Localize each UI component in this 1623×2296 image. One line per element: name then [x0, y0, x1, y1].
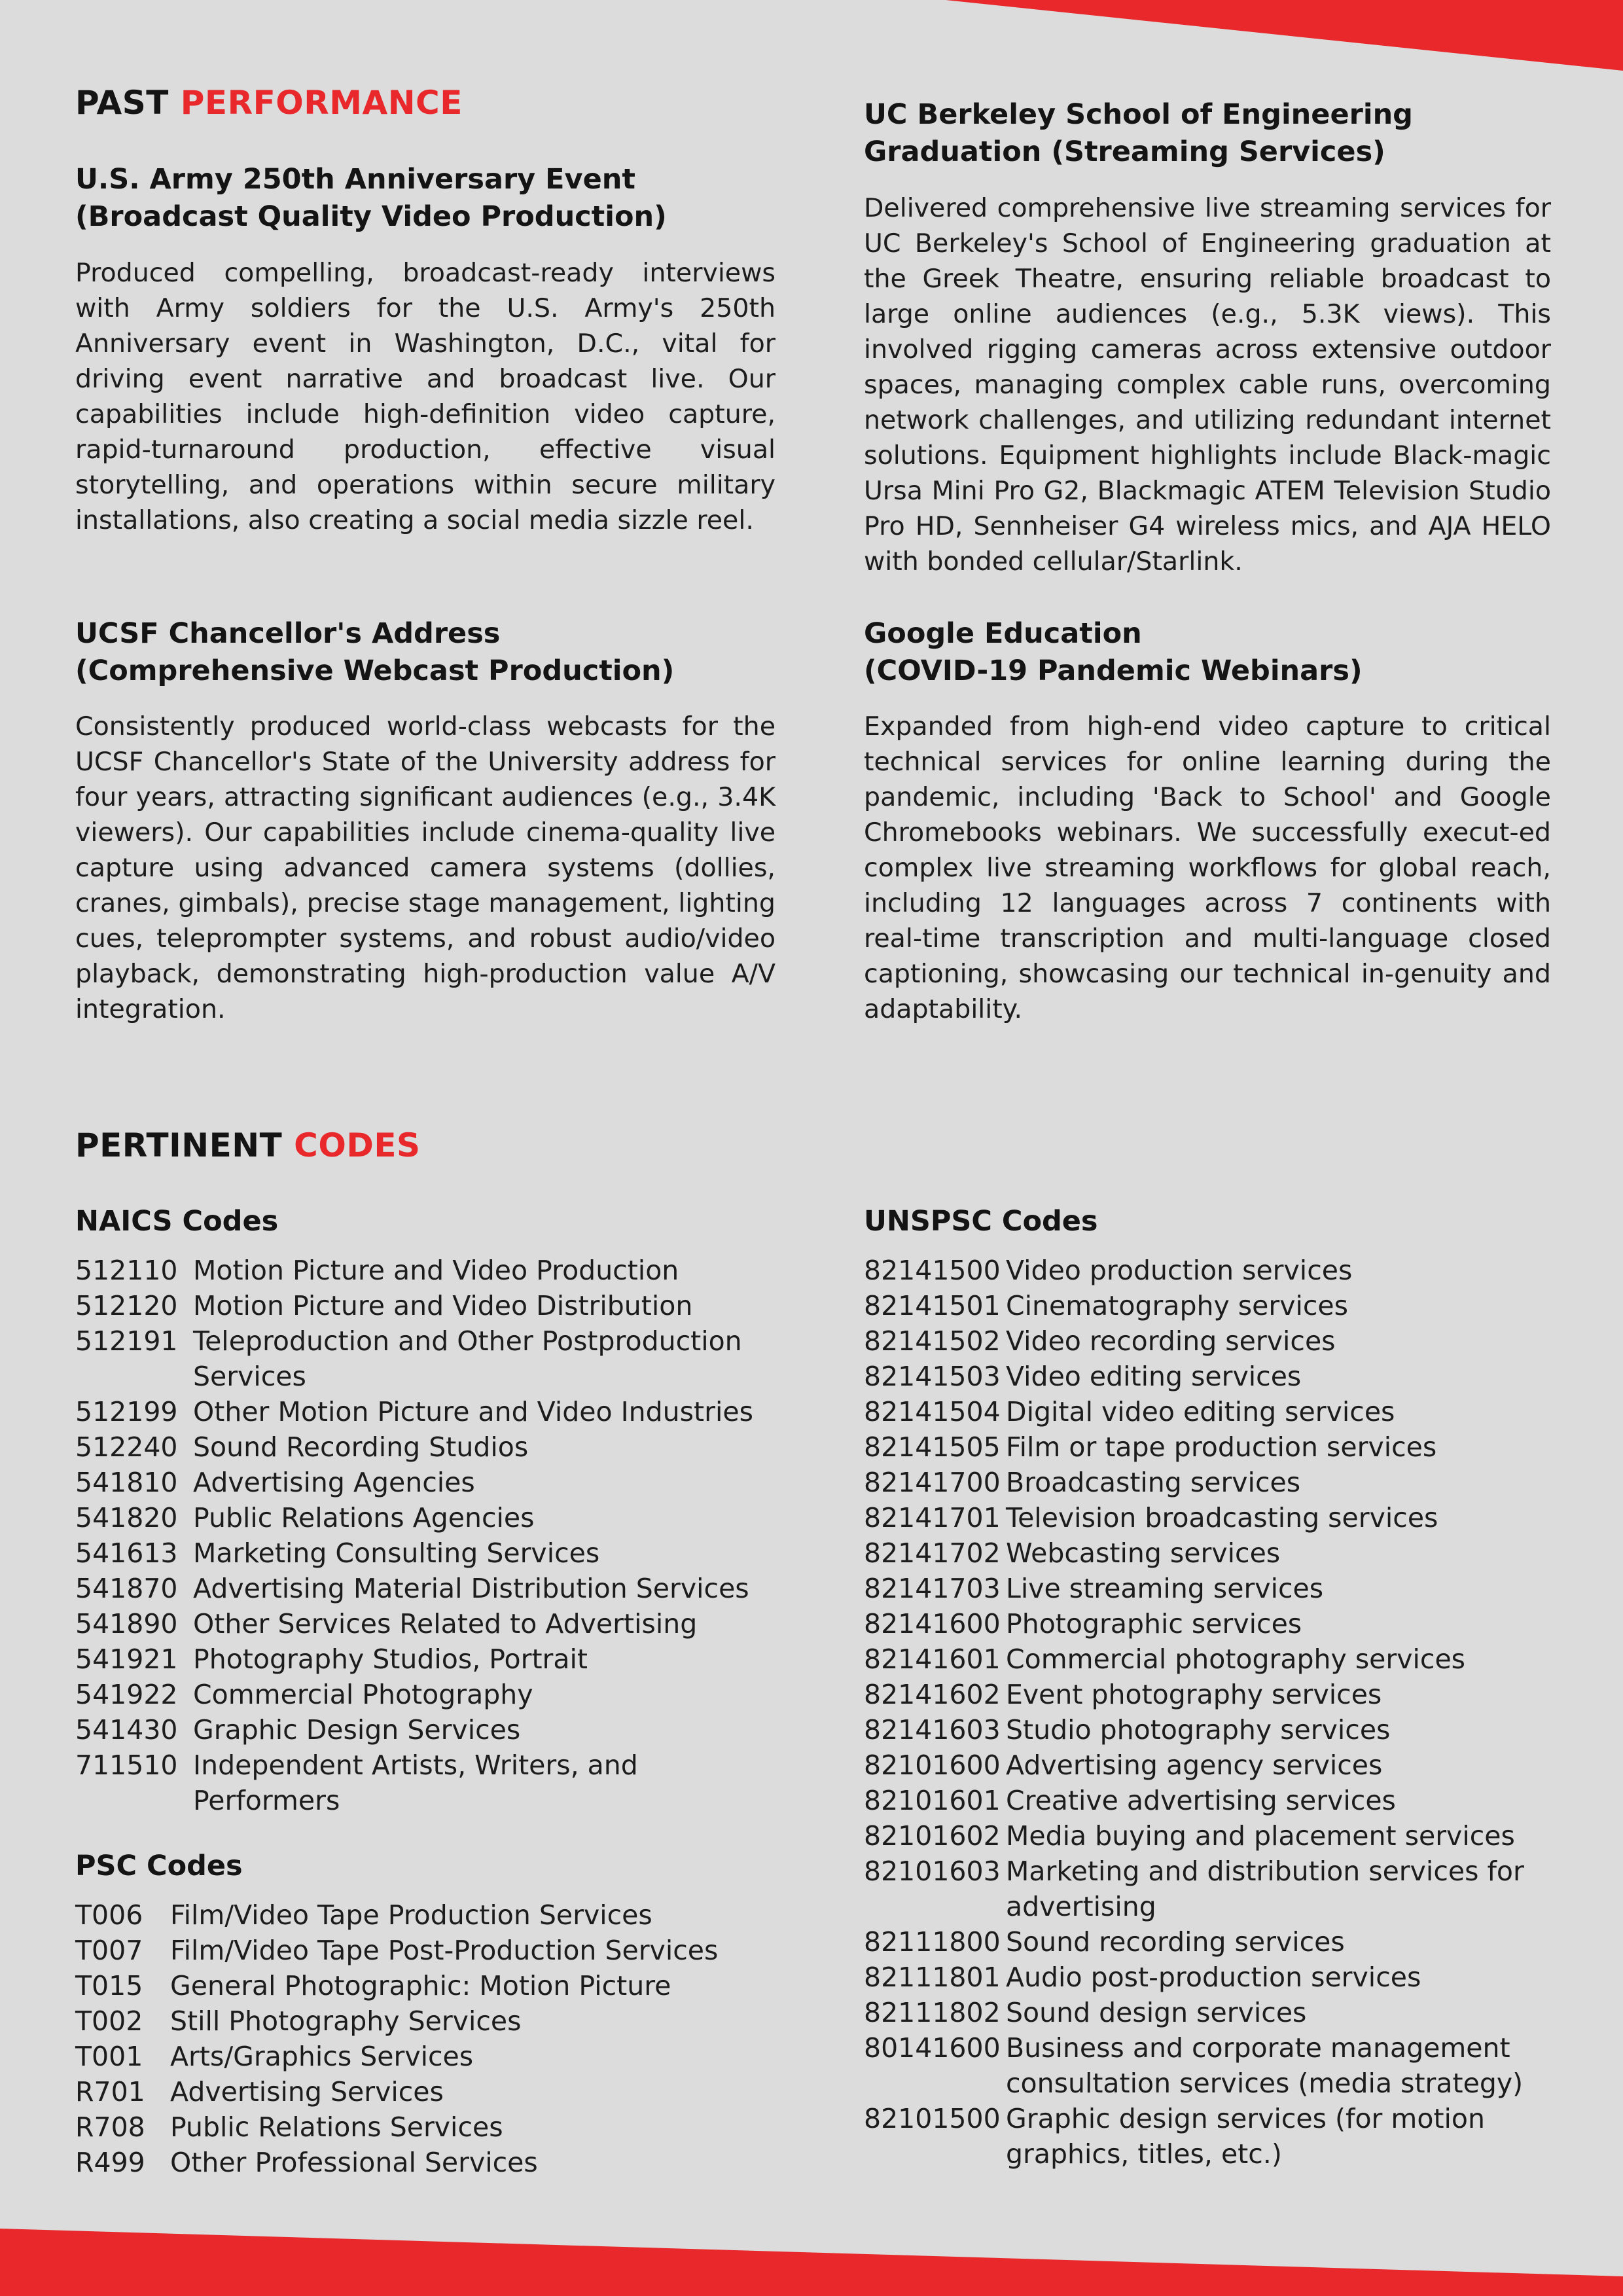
naics-code-item [75, 1465, 776, 1500]
google-education-heading [864, 615, 1551, 690]
top-red-stripe [946, 0, 1623, 71]
naics-code-item [75, 1394, 776, 1429]
unspsc-desc: Audio post-production services [1006, 1962, 1421, 1993]
berkeley-graduation-description: Delivered comprehensive live streaming services for UC Berkeley's School of Engineering graduation at the Greek Theatre, ensuring reliable broadcast to large online audiences (e.g., 5.3K views). This involved rigging cameras across extensive outdoor spaces, managing complex cable runs, overcoming network challenges, and utilizing redundant internet solutions. Equipment highlights include Black-magic Ursa Mini Pro G2, Blackmagic ATEM Television Studio Pro HD, Sennheiser G4 wireless mics, and AJA HELO with bonded cellular/Starlink. [864, 193, 1551, 577]
psc-code: T007 [75, 1935, 143, 1966]
unspsc-code: 82111801 [864, 1962, 1001, 1993]
unspsc-code: 82141503 [864, 1361, 1001, 1392]
unspsc-code-item [864, 1535, 1551, 1571]
berkeley-graduation-heading [864, 96, 1551, 171]
naics-codes-heading: NAICS Codes [75, 1205, 279, 1238]
naics-code: 512199 [75, 1396, 178, 1427]
psc-desc: Film/Video Tape Production Services [170, 1899, 652, 1931]
unspsc-desc: Marketing and distribution services for advertising [1006, 1856, 1524, 1922]
unspsc-code-item [864, 1606, 1551, 1641]
naics-code: 711510 [75, 1749, 178, 1781]
unspsc-desc: Graphic design services (for motion graphics, titles, etc.) [1006, 2103, 1485, 2170]
naics-code: 541430 [75, 1714, 178, 1746]
naics-code: 512120 [75, 1290, 178, 1321]
naics-code-item [75, 1571, 776, 1606]
unspsc-desc: Business and corporate management consultation services (media strategy) [1006, 2032, 1524, 2099]
psc-codes-heading: PSC Codes [75, 1850, 243, 1882]
psc-code-item [75, 1897, 776, 1933]
naics-desc: Independent Artists, Writers, and Performers [193, 1749, 638, 1816]
unspsc-code: 82141601 [864, 1643, 1001, 1675]
unspsc-desc: Film or tape production services [1006, 1431, 1437, 1463]
naics-code-item [75, 1748, 776, 1818]
pertinent-codes-title-accent: CODES [294, 1126, 421, 1164]
unspsc-code: 82141502 [864, 1325, 1001, 1357]
unspsc-desc: Advertising agency services [1006, 1749, 1383, 1781]
unspsc-code: 82141504 [864, 1396, 1001, 1427]
naics-code-item [75, 1500, 776, 1535]
unspsc-code: 82141602 [864, 1679, 1001, 1710]
unspsc-code-item [864, 1394, 1551, 1429]
unspsc-code: 82141600 [864, 1608, 1001, 1640]
unspsc-code-item [864, 1288, 1551, 1323]
unspsc-desc: Sound recording services [1006, 1926, 1345, 1958]
psc-code: T006 [75, 1899, 143, 1931]
ucsf-address-description: Consistently produced world-class webcasts for the UCSF Chancellor's State of the University address for four years, attracting significant audiences (e.g., 3.4K viewers). Our capabilities include cinema-quality live capture using advanced camera systems (dollies, cranes, gimbals), precise stage management, lighting cues, teleprompter systems, and robust audio/video playback, demonstrating high-production value A/V integration. [75, 711, 776, 1024]
unspsc-desc: Webcasting services [1006, 1537, 1281, 1569]
unspsc-code: 82101603 [864, 1856, 1001, 1887]
unspsc-code-item [864, 1465, 1551, 1500]
naics-desc: Graphic Design Services [193, 1714, 521, 1746]
naics-desc: Photography Studios, Portrait [193, 1643, 588, 1675]
naics-code: 541613 [75, 1537, 178, 1569]
unspsc-desc: Television broadcasting services [1006, 1502, 1438, 1534]
unspsc-desc: Live streaming services [1006, 1573, 1324, 1604]
naics-code: 541922 [75, 1679, 178, 1710]
unspsc-code: 82141700 [864, 1467, 1001, 1498]
naics-code-item [75, 1323, 776, 1394]
army-event-heading-line1: U.S. Army 250th Anniversary Event [75, 163, 635, 196]
google-education-heading-line2: (COVID-19 Pandemic Webinars) [864, 655, 1363, 687]
naics-code-item [75, 1712, 776, 1748]
psc-code-item [75, 2109, 776, 2145]
psc-code: T002 [75, 2005, 143, 2037]
naics-desc: Commercial Photography [193, 1679, 533, 1710]
naics-code: 512191 [75, 1325, 178, 1357]
psc-code: T001 [75, 2041, 143, 2072]
unspsc-code-item [864, 1712, 1551, 1748]
naics-desc: Motion Picture and Video Distribution [193, 1290, 693, 1321]
unspsc-code-item [864, 1995, 1551, 2030]
psc-code-item [75, 2003, 776, 2039]
unspsc-code-item [864, 1748, 1551, 1783]
naics-desc: Public Relations Agencies [193, 1502, 535, 1534]
unspsc-code-list [864, 1253, 1551, 2172]
psc-desc: Arts/Graphics Services [170, 2041, 474, 2072]
naics-code-item [75, 1253, 776, 1288]
unspsc-code-item [864, 1924, 1551, 1960]
unspsc-code: 80141600 [864, 2032, 1001, 2064]
unspsc-code: 82101600 [864, 1749, 1001, 1781]
unspsc-code: 82141702 [864, 1537, 1001, 1569]
unspsc-code: 82101602 [864, 1820, 1001, 1852]
unspsc-code: 82101500 [864, 2103, 1001, 2134]
psc-code-item [75, 1968, 776, 2003]
psc-desc: Still Photography Services [170, 2005, 522, 2037]
berkeley-graduation-heading-line1: UC Berkeley School of Engineering [864, 98, 1413, 131]
psc-code-item [75, 1933, 776, 1968]
unspsc-desc: Video editing services [1006, 1361, 1302, 1392]
unspsc-code: 82141501 [864, 1290, 1001, 1321]
psc-desc: Public Relations Services [170, 2111, 503, 2143]
past-performance-title-part1: PAST [75, 84, 181, 122]
naics-code-item [75, 1677, 776, 1712]
army-event-heading-line2: (Broadcast Quality Video Production) [75, 200, 667, 233]
army-event-heading [75, 161, 776, 236]
army-event-description: Produced compelling, broadcast-ready interviews with Army soldiers for the U.S. Army's 250th Anniversary event in Washington, D.C., vital for driving event narrative and broadcast live. Our capabilities include high-definition video capture, rapid-turnaround production, effective visual storytelling, and operations within secure military installations, also creating a social media sizzle reel. [75, 258, 776, 535]
unspsc-code-item [864, 1323, 1551, 1359]
unspsc-desc: Photographic services [1006, 1608, 1302, 1640]
naics-code: 541870 [75, 1573, 178, 1604]
unspsc-code-item [864, 1960, 1551, 1995]
psc-code: R708 [75, 2111, 145, 2143]
naics-code-list [75, 1253, 776, 1818]
unspsc-code-item [864, 1571, 1551, 1606]
psc-code-item [75, 2039, 776, 2074]
unspsc-code-item [864, 1429, 1551, 1465]
ucsf-address-heading [75, 615, 776, 690]
naics-code: 541890 [75, 1608, 178, 1640]
ucsf-address-heading-line2: (Comprehensive Webcast Production) [75, 655, 675, 687]
pertinent-codes-title-part1: PERTINENT [75, 1126, 294, 1164]
naics-desc: Advertising Agencies [193, 1467, 475, 1498]
naics-desc: Teleproduction and Other Postproduction Services [193, 1325, 742, 1392]
pertinent-codes-title [75, 1126, 421, 1164]
psc-desc: General Photographic: Motion Picture [170, 1970, 671, 2001]
unspsc-desc: Video recording services [1006, 1325, 1336, 1357]
unspsc-desc: Creative advertising services [1006, 1785, 1396, 1816]
naics-code-item [75, 1288, 776, 1323]
unspsc-code-item [864, 1641, 1551, 1677]
naics-code: 512240 [75, 1431, 178, 1463]
naics-code-item [75, 1535, 776, 1571]
unspsc-code: 82141505 [864, 1431, 1001, 1463]
unspsc-desc: Event photography services [1006, 1679, 1382, 1710]
naics-desc: Other Services Related to Advertising [193, 1608, 698, 1640]
unspsc-code-item [864, 1500, 1551, 1535]
naics-code: 541810 [75, 1467, 178, 1498]
past-performance-title-accent: PERFORMANCE [180, 84, 463, 122]
unspsc-desc: Studio photography services [1006, 1714, 1391, 1746]
naics-code: 512110 [75, 1255, 178, 1286]
unspsc-codes-heading: UNSPSC Codes [864, 1205, 1098, 1238]
unspsc-code-item [864, 1253, 1551, 1288]
naics-desc: Other Motion Picture and Video Industries [193, 1396, 753, 1427]
psc-code: T015 [75, 1970, 143, 2001]
psc-code-item [75, 2145, 776, 2180]
unspsc-code-item [864, 1818, 1551, 1854]
psc-code: R701 [75, 2076, 145, 2108]
naics-code: 541820 [75, 1502, 178, 1534]
unspsc-code: 82111802 [864, 1997, 1001, 2028]
psc-desc: Advertising Services [170, 2076, 444, 2108]
psc-code: R499 [75, 2147, 145, 2178]
google-education-description: Expanded from high-end video capture to critical technical services for online learning during the pandemic, including 'Back to School' and Google Chromebooks webinars. We successfully execut-ed complex live streaming workflows for global reach, including 12 languages across 7 continents with real-time transcription and multi-language closed captioning, showcasing our technical in-genuity and adaptability. [864, 711, 1551, 1024]
unspsc-code: 82101601 [864, 1785, 1001, 1816]
unspsc-desc: Sound design services [1006, 1997, 1307, 2028]
unspsc-code: 82141701 [864, 1502, 1001, 1534]
bottom-red-stripe [0, 2229, 1623, 2296]
unspsc-code-item [864, 2030, 1551, 2101]
psc-desc: Other Professional Services [170, 2147, 538, 2178]
unspsc-code: 82111800 [864, 1926, 1001, 1958]
naics-desc: Marketing Consulting Services [193, 1537, 600, 1569]
unspsc-desc: Commercial photography services [1006, 1643, 1466, 1675]
naics-desc: Sound Recording Studios [193, 1431, 529, 1463]
unspsc-desc: Digital video editing services [1006, 1396, 1395, 1427]
psc-code-list [75, 1897, 776, 2180]
unspsc-desc: Cinematography services [1006, 1290, 1348, 1321]
unspsc-code-item [864, 1854, 1551, 1924]
berkeley-graduation-heading-line2: Graduation (Streaming Services) [864, 135, 1385, 168]
naics-code-item [75, 1641, 776, 1677]
unspsc-desc: Media buying and placement services [1006, 1820, 1515, 1852]
unspsc-desc: Broadcasting services [1006, 1467, 1301, 1498]
unspsc-code: 82141500 [864, 1255, 1001, 1286]
unspsc-code-item [864, 1359, 1551, 1394]
unspsc-code: 82141703 [864, 1573, 1001, 1604]
past-performance-title [75, 84, 463, 122]
psc-desc: Film/Video Tape Post-Production Services [170, 1935, 719, 1966]
naics-desc: Motion Picture and Video Production [193, 1255, 679, 1286]
naics-code-item [75, 1429, 776, 1465]
naics-desc: Advertising Material Distribution Services [193, 1573, 749, 1604]
naics-code-item [75, 1606, 776, 1641]
unspsc-code-item [864, 2101, 1551, 2172]
unspsc-code-item [864, 1677, 1551, 1712]
ucsf-address-heading-line1: UCSF Chancellor's Address [75, 617, 501, 650]
naics-code: 541921 [75, 1643, 178, 1675]
unspsc-desc: Video production services [1006, 1255, 1353, 1286]
google-education-heading-line1: Google Education [864, 617, 1142, 650]
unspsc-code-item [864, 1783, 1551, 1818]
unspsc-code: 82141603 [864, 1714, 1001, 1746]
psc-code-item [75, 2074, 776, 2109]
